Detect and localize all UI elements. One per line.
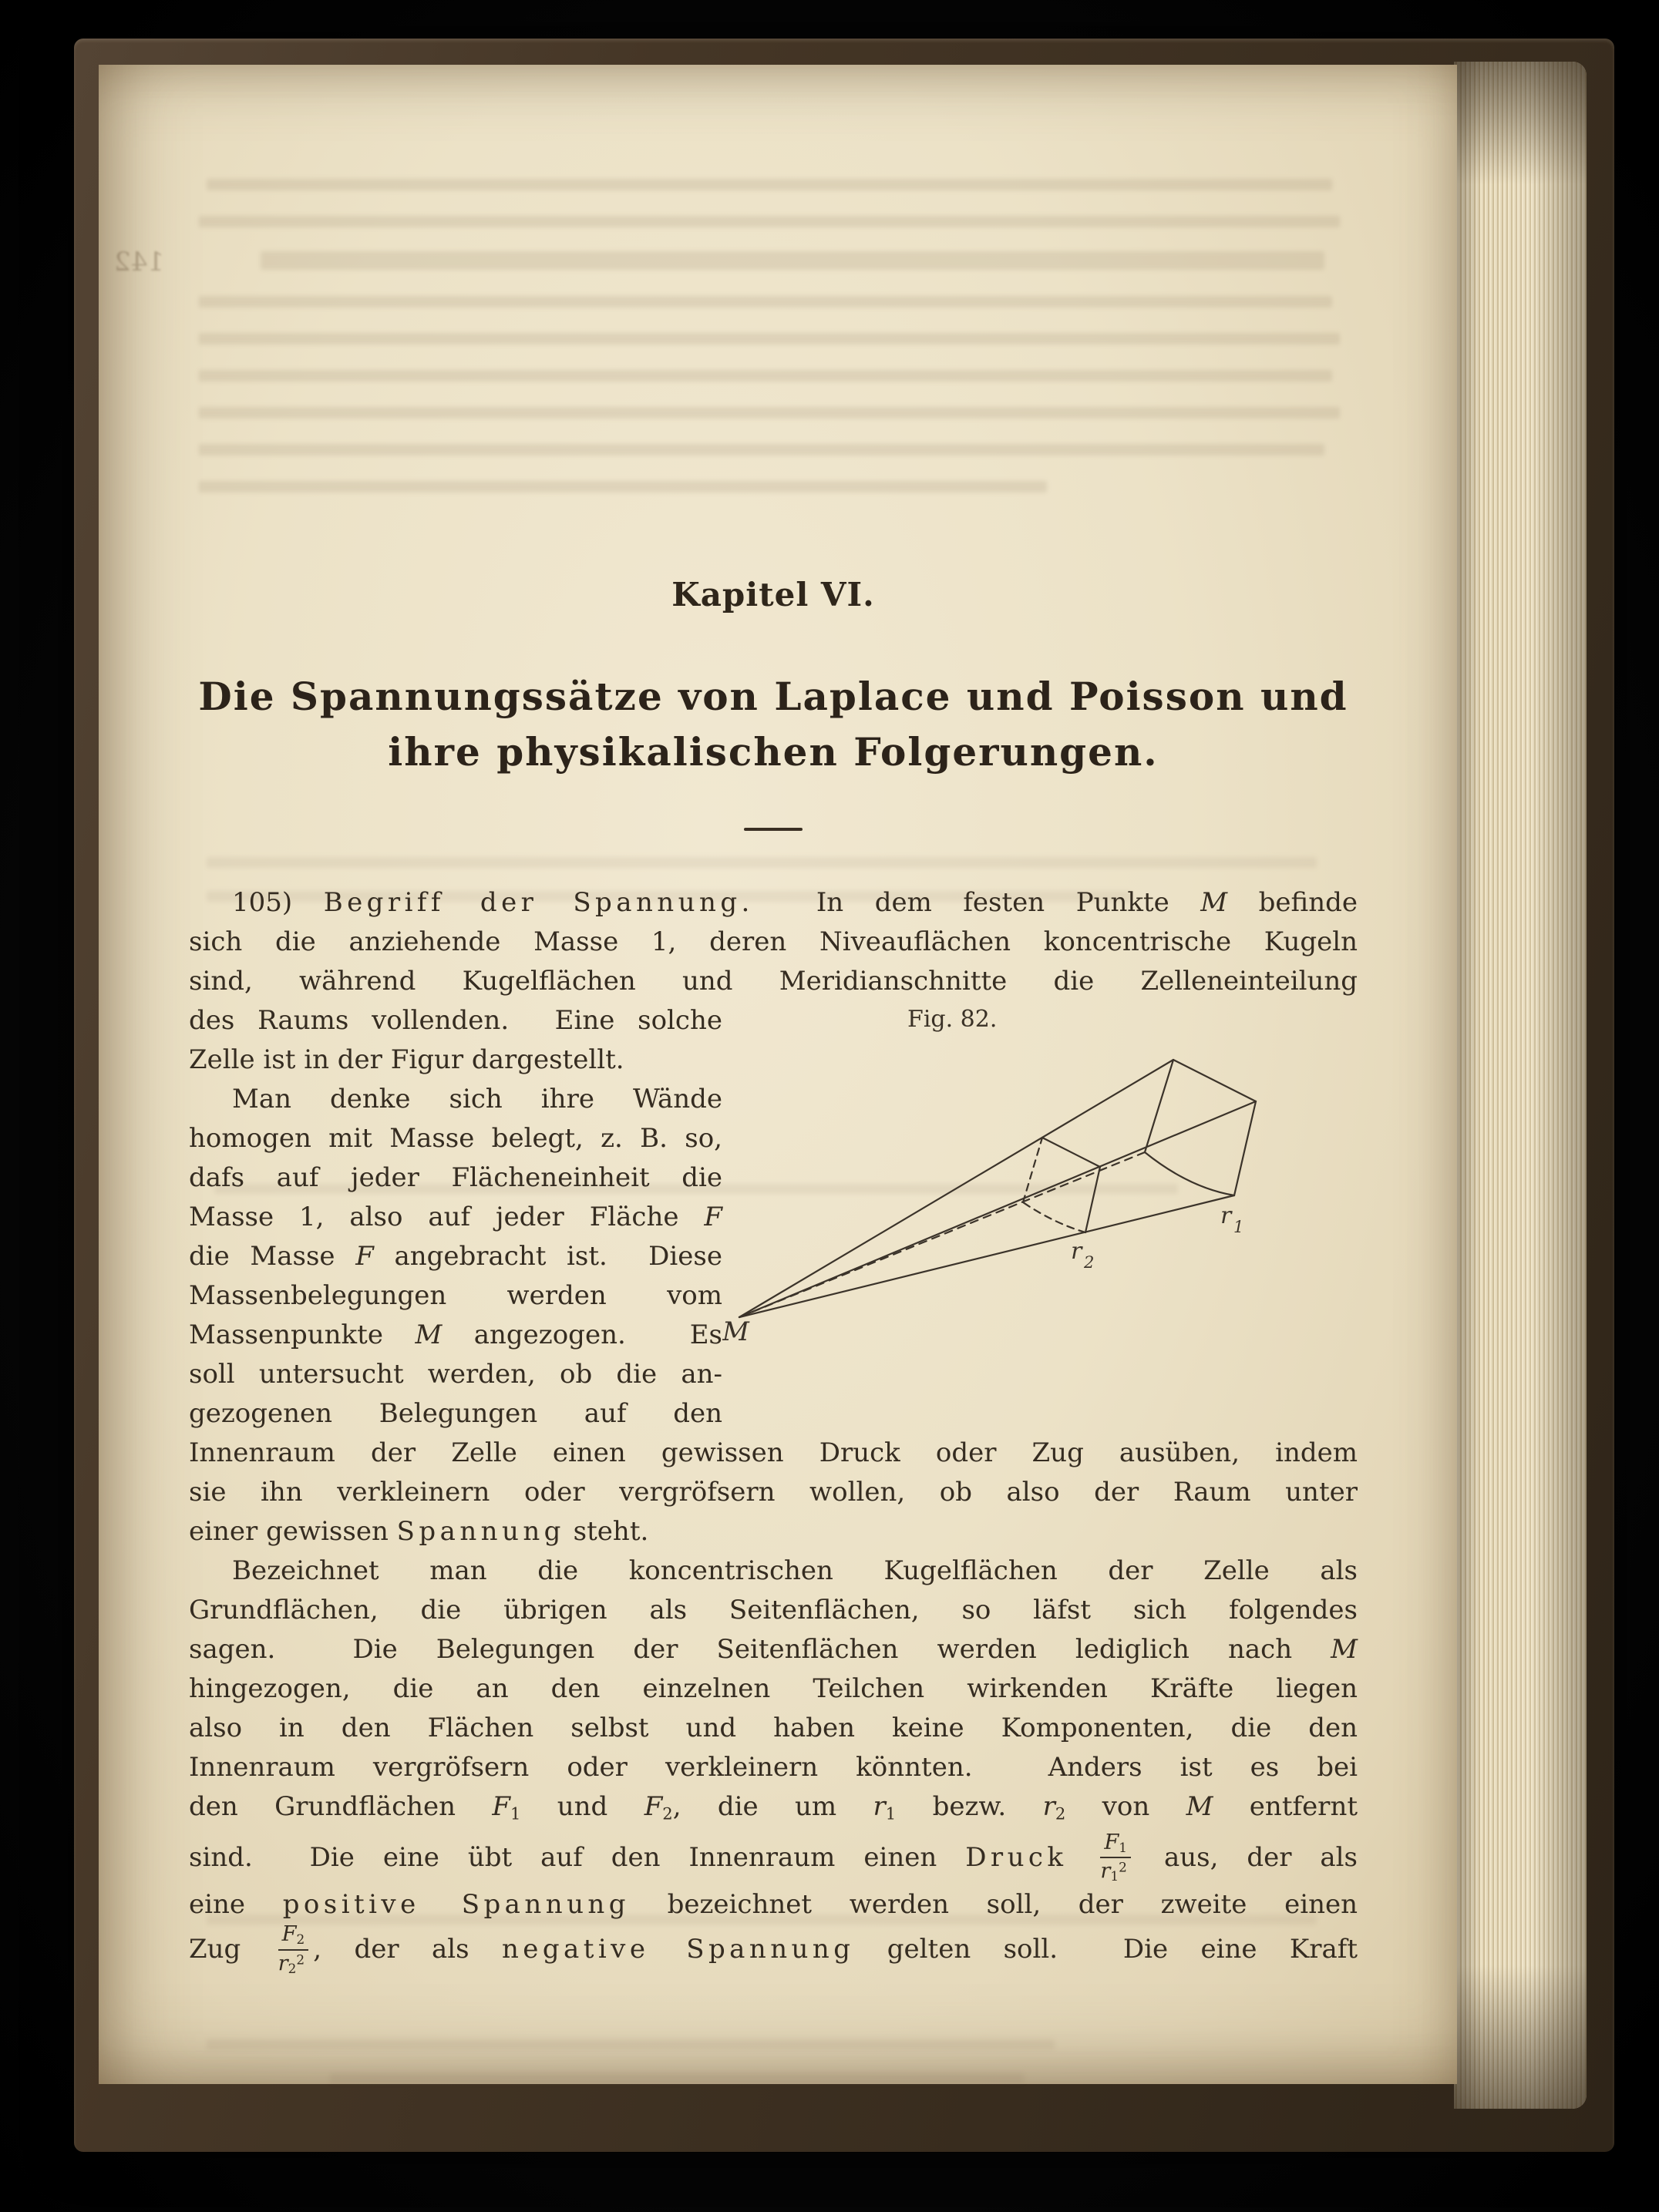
figure-82 (722, 1001, 1358, 1434)
chapter-heading: Kapitel VI. (671, 576, 875, 614)
text-line: sie ihn verkleinern oder vergröfsern wollen, ob also der Raum unter (189, 1477, 1358, 1508)
text-line: homogen mit Masse belegt, z. B. so, (189, 1123, 722, 1154)
figure-caption: Fig. 82. (907, 1006, 998, 1033)
text-line: Bezeichnet man die koncentrischen Kugelflächen der Zelle als (232, 1555, 1358, 1586)
text-line: sagen. Die Belegungen der Seitenflächen werden lediglich nach M (189, 1634, 1358, 1665)
text-line: des Raums vollenden. Eine solche (189, 1005, 722, 1036)
page-content (189, 65, 1358, 1978)
cone-diagram (722, 1044, 1354, 1353)
text-line: dafs auf jeder Flächeneinheit die (189, 1162, 722, 1193)
text-line: soll untersucht werden, ob die an- (189, 1359, 722, 1390)
page-fore-edge (1454, 62, 1587, 2109)
book-page (99, 65, 1457, 2084)
bleedthrough-page-number: 142 (114, 247, 164, 277)
text-line: eine positive Spannung bezeichnet werden soll, der zweite einen (189, 1889, 1358, 1921)
figure-label-r1: r (1220, 1202, 1232, 1229)
text-line: sind. Die eine übt auf den Innenraum einen Druck $\frac{F_1}{r_1^2}$ aus, der als (189, 1830, 1358, 1884)
text-and-figure-row (189, 1001, 1358, 1434)
figure-label-r2-sub: 2 (1084, 1253, 1095, 1272)
paragraph-105-intro (189, 883, 1358, 1001)
text-line: Man denke sich ihre Wände (232, 1084, 722, 1114)
paragraph-105-outro (189, 1434, 1358, 1551)
text-line: Massenbelegungen werden vom (189, 1280, 722, 1311)
text-line: Zug $\frac{F_2}{r_2^2}$ , der als negative Spannung gelten soll. Die eine Kraft (189, 1922, 1358, 1976)
text-line: 105) Begriff der Spannung. In dem festen Punkte M befinde (232, 887, 1358, 918)
main-title-line1: Die Spannungssätze von Laplace und Poisson und (198, 674, 1348, 719)
bleedthrough-line (330, 2073, 1024, 2083)
text-line: den Grundflächen $F_1$ und $F_2$, die um $r_1$ bezw. $r_2$ von M entfernt (189, 1791, 1358, 1824)
text-line: die Masse F angebracht ist. Diese (189, 1241, 722, 1272)
text-line: hingezogen, die an den einzelnen Teilchen wirkenden Kräfte liegen (189, 1673, 1358, 1704)
figure-label-r2: r (1071, 1238, 1082, 1265)
text-line: Innenraum der Zelle einen gewissen Druck oder Zug ausüben, indem (189, 1437, 1358, 1468)
paragraph-106 (189, 1551, 1358, 1978)
text-line: also in den Flächen selbst und haben keine Komponenten, die den (189, 1713, 1358, 1743)
text-line: sich die anziehende Masse 1, deren Niveauflächen koncentrische Kugeln (189, 926, 1358, 957)
text-line: einer gewissen Spannung steht. (189, 1516, 649, 1547)
main-title-line2: ihre physikalischen Folgerungen. (388, 729, 1159, 775)
text-line: Masse 1, also auf jeder Fläche F (189, 1202, 722, 1232)
text-line: Massenpunkte M angezogen. Es (189, 1319, 722, 1350)
main-title (189, 669, 1358, 780)
bleedthrough-line (207, 2039, 1055, 2049)
section-divider (744, 828, 803, 831)
figure-label-m: M (722, 1316, 749, 1347)
text-line: Grundflächen, die übrigen als Seitenflächen, so läfst sich folgendes (189, 1595, 1358, 1625)
text-line: Innenraum vergröfsern oder verkleinern könnten. Anders ist es bei (189, 1752, 1358, 1783)
text-line: gezogenen Belegungen auf den (189, 1398, 722, 1429)
paragraph-105-narrow-column (189, 1001, 722, 1434)
text-line: sind, während Kugelflächen und Meridianschnitte die Zelleneinteilung (189, 966, 1358, 997)
figure-label-r1-sub: 1 (1233, 1218, 1244, 1236)
text-line: Zelle ist in der Figur dargestellt. (189, 1044, 624, 1075)
